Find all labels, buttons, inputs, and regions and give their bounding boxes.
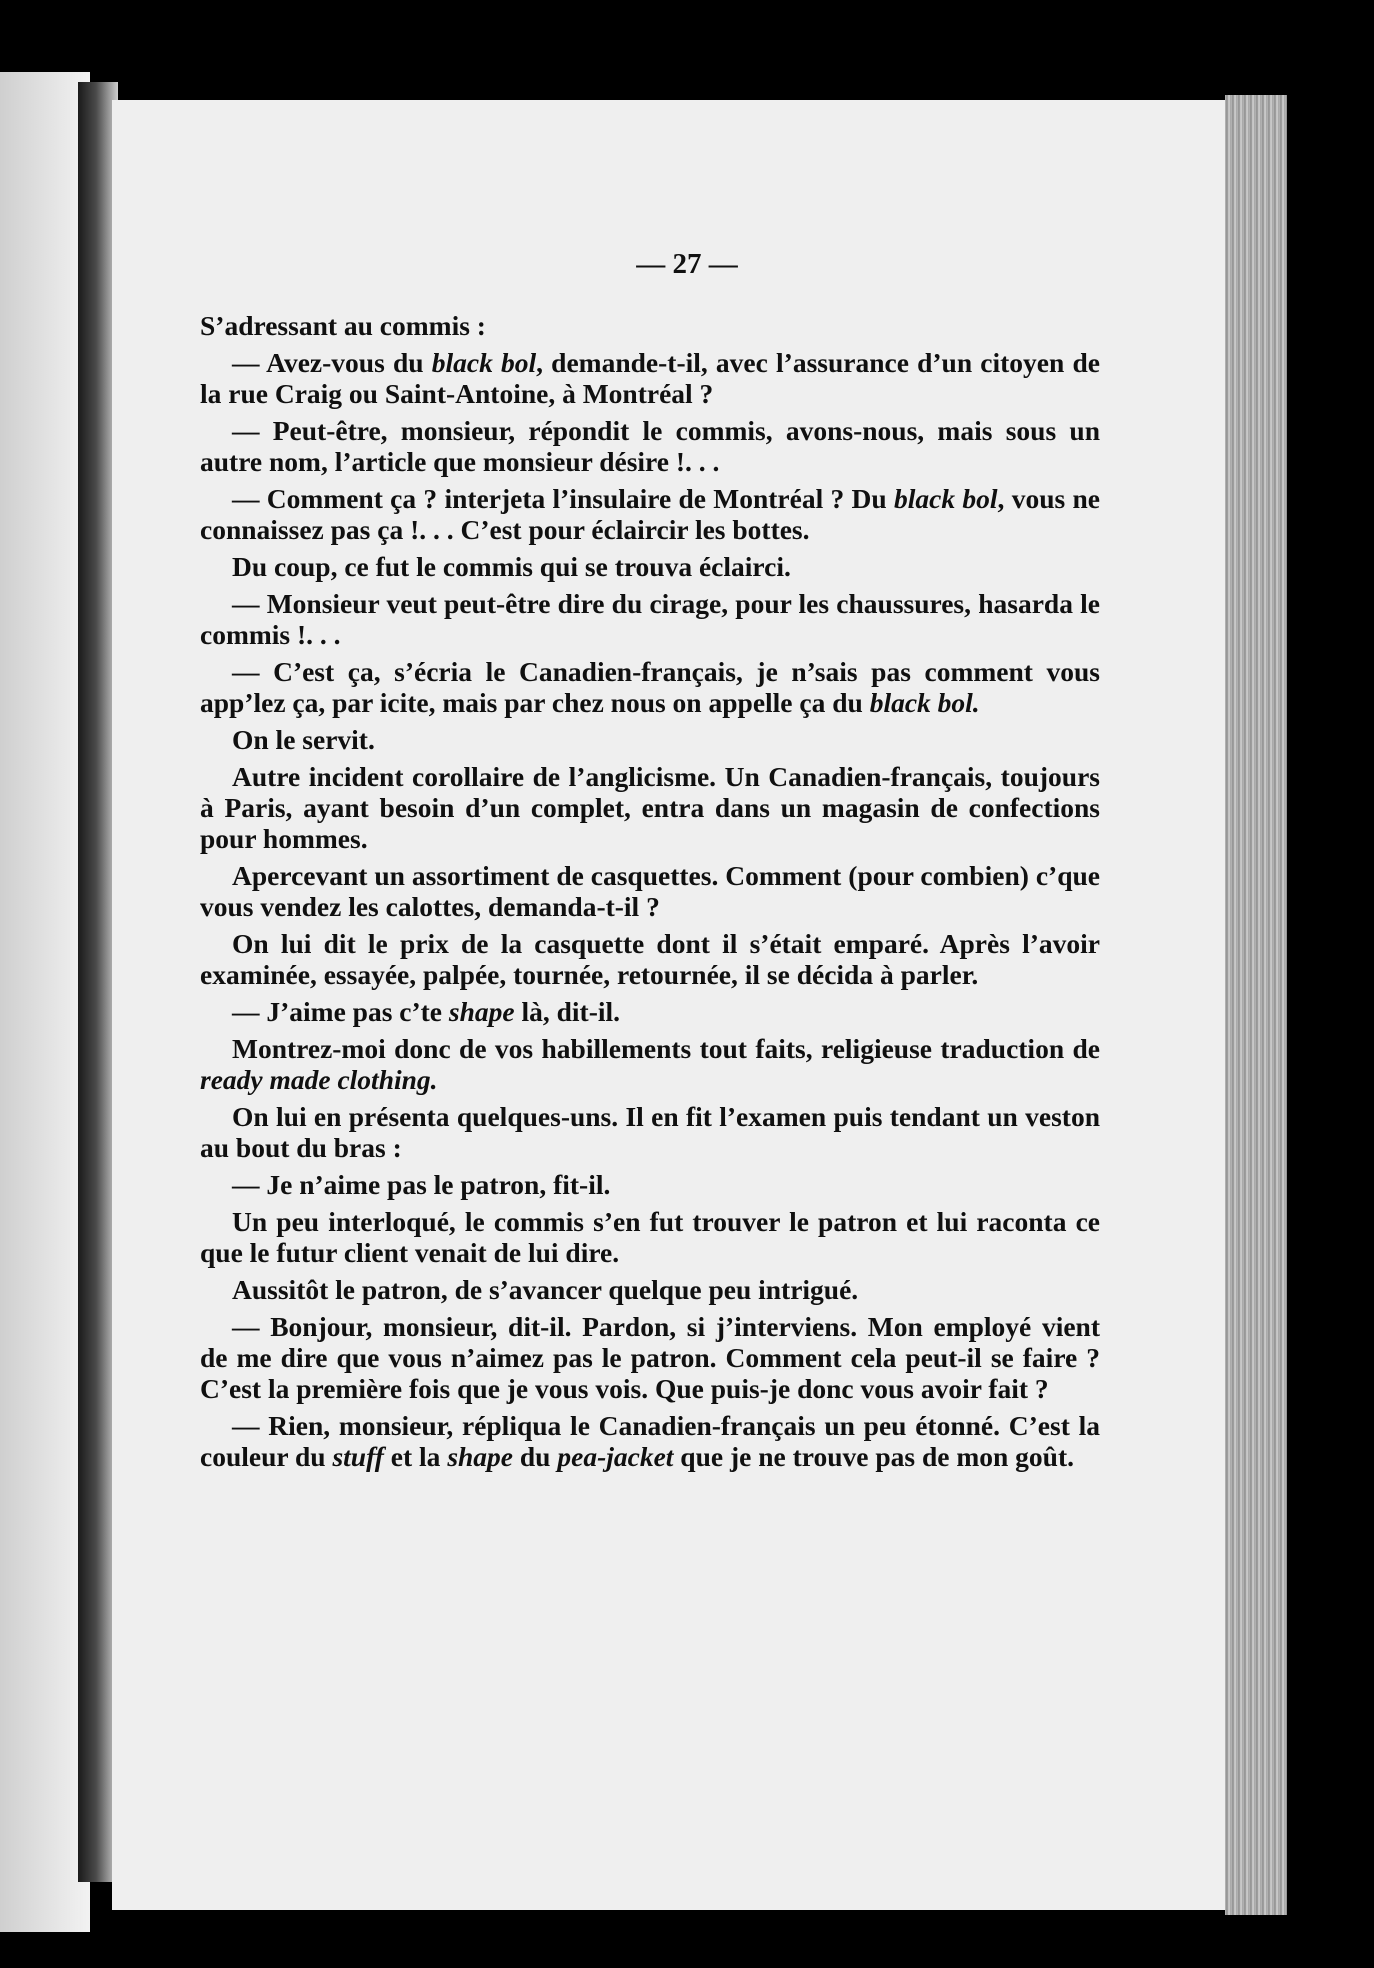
paragraph bbox=[200, 347, 1100, 409]
text-run: — Rien, monsieur, répliqua le Canadien-français un peu étonné. C’est la couleur du bbox=[200, 1410, 1100, 1472]
page-number: — 27 — bbox=[636, 248, 738, 280]
text-run: — J’aime pas c’te bbox=[232, 996, 449, 1027]
paragraph bbox=[200, 1311, 1100, 1404]
text-run: — Je n’aime pas le patron, fit-il. bbox=[232, 1169, 611, 1200]
paragraph bbox=[200, 551, 1100, 582]
italic-text: black bol bbox=[431, 347, 537, 378]
text-run: On lui en présenta quelques-uns. Il en fit l’examen puis tendant un veston au bout du bras : bbox=[200, 1101, 1100, 1163]
text-run: là, dit-il. bbox=[514, 996, 621, 1027]
text-run: Autre incident corollaire de l’anglicisme. Un Canadien-français, toujours à Paris, ayant besoin d’un complet, entra dans un magasin de confections pour hommes. bbox=[200, 761, 1100, 854]
italic-text: shape bbox=[447, 1441, 514, 1472]
paragraph bbox=[200, 483, 1100, 545]
paragraph bbox=[200, 1274, 1100, 1305]
text-run: — Bonjour, monsieur, dit-il. Pardon, si j’interviens. Mon employé vient de me dire que vous n’aimez pas le patron. Comment cela peut-il se faire ? C’est la première fois que je vous vois. Que puis-je donc vous avoir fait ? bbox=[200, 1311, 1100, 1404]
paragraph bbox=[200, 1410, 1100, 1472]
paragraph bbox=[200, 1169, 1100, 1200]
paragraph bbox=[200, 310, 1100, 341]
paragraph bbox=[200, 724, 1100, 755]
paragraph bbox=[200, 761, 1100, 854]
text-run: , vous ne connaissez pas ça !. . . C’est pour éclaircir les bottes. bbox=[200, 483, 1100, 545]
paragraph bbox=[200, 415, 1100, 477]
text-run: — Monsieur veut peut-être dire du cirage, pour les chaussures, hasarda le commis !. . . bbox=[200, 588, 1100, 650]
text-run: que je ne trouve pas de mon goût. bbox=[673, 1441, 1074, 1472]
paragraph bbox=[200, 656, 1100, 718]
text-run: — Peut-être, monsieur, répondit le commis, avons-nous, mais sous un autre nom, l’article que monsieur désire !. . . bbox=[200, 415, 1100, 477]
text-run: — C’est ça, s’écria le Canadien-français, je n’sais pas comment vous app’lez ça, par icite, mais par chez nous on appelle ça du bbox=[200, 656, 1100, 718]
italic-text: shape bbox=[448, 996, 515, 1027]
text-run: Un peu interloqué, le commis s’en fut trouver le patron et lui raconta ce que le futur client venait de lui dire. bbox=[200, 1206, 1100, 1268]
text-run: Du coup, ce fut le commis qui se trouva éclairci. bbox=[232, 551, 791, 582]
italic-text: stuff bbox=[332, 1441, 384, 1472]
text-run: S’adressant au commis : bbox=[200, 310, 486, 341]
paragraph bbox=[200, 860, 1100, 922]
text-run: Aussitôt le patron, de s’avancer quelque peu intrigué. bbox=[232, 1274, 859, 1305]
page-stack-edges bbox=[1225, 95, 1287, 1915]
paragraph bbox=[200, 928, 1100, 990]
text-run: — Comment ça ? interjeta l’insulaire de Montréal ? Du bbox=[232, 483, 894, 514]
page-body-text bbox=[200, 310, 1100, 1478]
text-run: , demande-t-il, avec l’assurance d’un citoyen de la rue Craig ou Saint-Antoine, à Montréal ? bbox=[200, 347, 1100, 409]
italic-text: pea-jacket bbox=[557, 1441, 674, 1472]
paragraph bbox=[200, 1033, 1100, 1095]
italic-text: black bol. bbox=[869, 687, 980, 718]
text-run: — Avez-vous du bbox=[232, 347, 432, 378]
text-run: On lui dit le prix de la casquette dont il s’était emparé. Après l’avoir examinée, essayée, palpée, tournée, retournée, il se décida à parler. bbox=[200, 928, 1100, 990]
text-run: On le servit. bbox=[232, 724, 375, 755]
paragraph bbox=[200, 588, 1100, 650]
text-run: et la bbox=[383, 1441, 448, 1472]
text-run: Apercevant un assortiment de casquettes. Comment (pour combien) c’que vous vendez les calottes, demanda-t-il ? bbox=[200, 860, 1100, 922]
paragraph bbox=[200, 996, 1100, 1027]
text-run: Montrez-moi donc de vos habillements tout faits, religieuse traduction de bbox=[232, 1033, 1100, 1064]
italic-text: ready made clothing. bbox=[200, 1064, 438, 1095]
paragraph bbox=[200, 1206, 1100, 1268]
italic-text: black bol bbox=[894, 483, 998, 514]
text-run: du bbox=[513, 1441, 558, 1472]
left-page-edge bbox=[0, 72, 90, 1932]
paragraph bbox=[200, 1101, 1100, 1163]
